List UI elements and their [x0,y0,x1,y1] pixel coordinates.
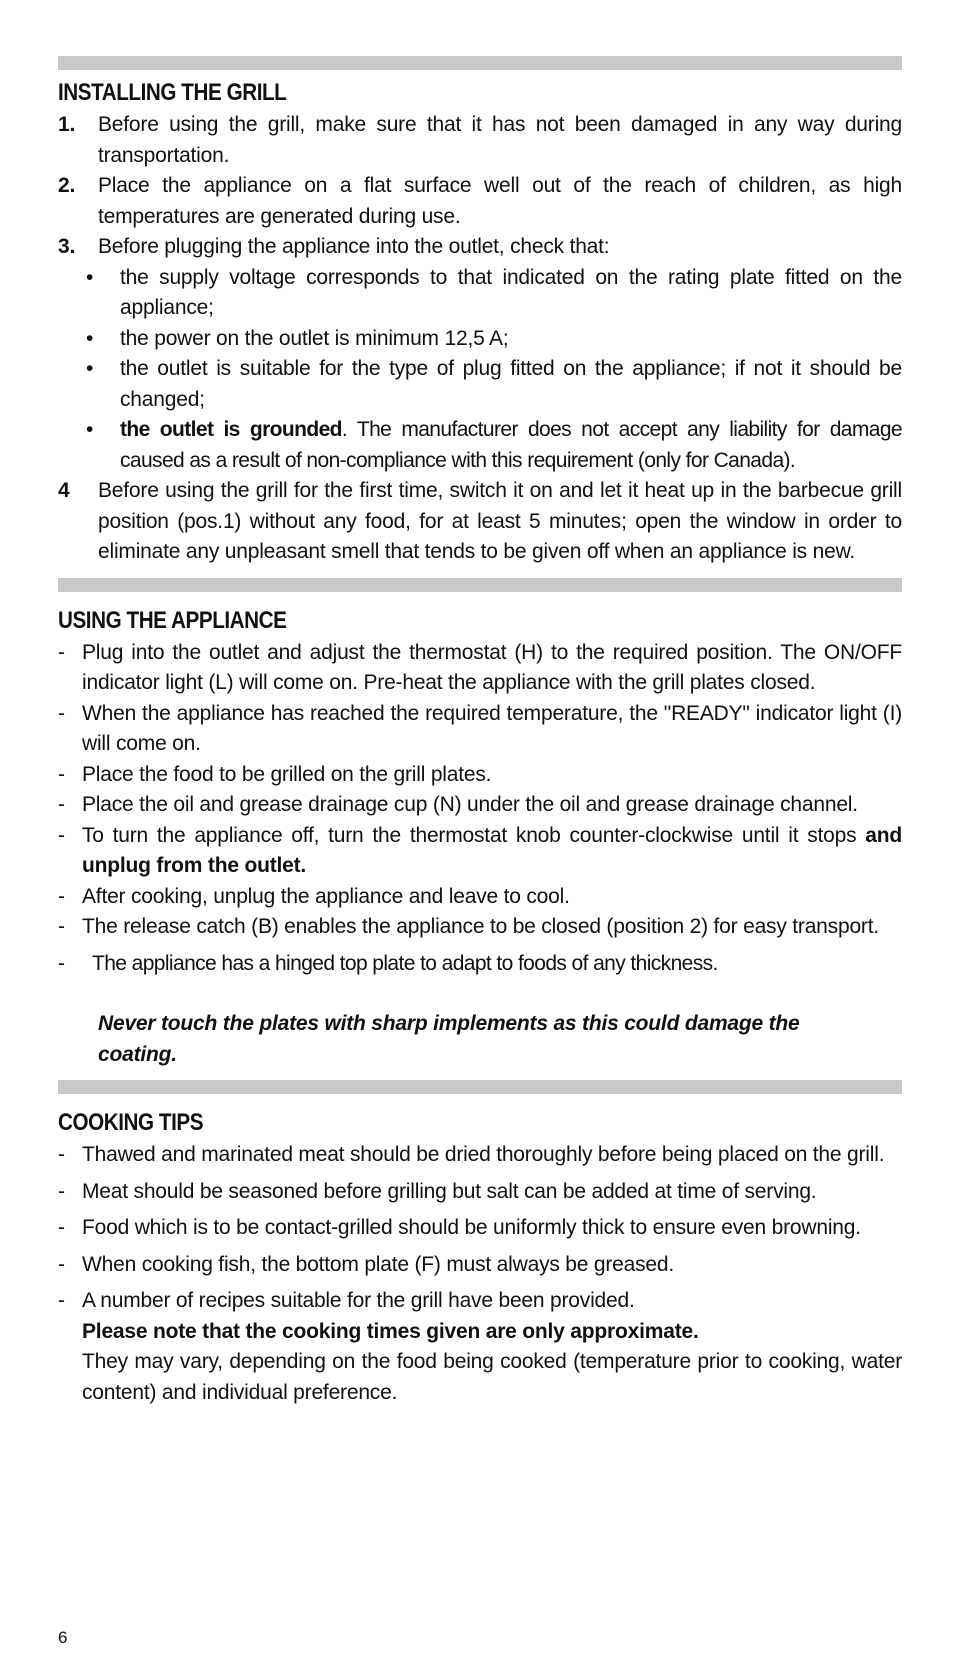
check-text: the outlet is suitable for the type of plug fitted on the appliance; if not it should be changed; [120,357,902,411]
tip-item [58,1213,902,1244]
using-item [58,638,902,699]
check-item [58,324,902,355]
turnoff-bold: and unplug from the outlet. [82,823,902,877]
check-text [110,415,902,476]
section-divider [58,578,902,592]
step-number: 4 [58,479,70,502]
page-number: 6 [58,1628,68,1647]
install-step [58,171,902,232]
tip-item-recipes [58,1286,902,1408]
recipes-bold: Please note that the cooking times given are only approximate. [82,1319,699,1343]
recipes-line: A number of recipes suitable for the grill have been provided. [82,1289,635,1312]
tip-text: When cooking fish, the bottom plate (F) must always be greased. [82,1252,675,1276]
step-text: Before using the grill, make sure that it has not been damaged in any way during transportation. [98,113,902,167]
dash: - [58,884,65,908]
item-text [82,821,902,882]
install-step [58,110,902,171]
check-text: the power on the outlet is minimum 12,5 A; [120,326,509,350]
section-divider [58,56,902,70]
using-item [58,699,902,760]
tip-text [82,1286,902,1408]
item-text: When the appliance has reached the required temperature, the "READY" indicator light (I) will come on. [82,701,902,755]
dash: - [58,1143,65,1166]
using-item-turnoff [58,821,902,882]
section-title-using: USING THE APPLIANCE [58,606,287,634]
tip-item [58,1250,902,1281]
step-text: Before plugging the appliance into the outlet, check that: [98,235,610,258]
dash: - [58,640,65,664]
tip-item [58,1140,902,1171]
section-title-tips: COOKING TIPS [58,1109,204,1136]
tip-text: Thawed and marinated meat should be dried thoroughly before being placed on the grill. [82,1143,885,1166]
dash: - [58,823,65,847]
using-item [58,882,902,913]
item-text: Place the oil and grease drainage cup (N) under the oil and grease drainage channel. [82,793,858,816]
using-item [58,912,902,943]
install-step [58,476,902,568]
install-step [58,232,902,263]
step-text: Before using the grill for the first time, switch it on and let it heat up in the barbecue grill position (pos.1) without any food, for at least 5 minutes; open the window in order to eliminate any unpleasant smell that tends to be given off when an appliance is new. [98,479,902,563]
bullet: • [86,326,94,350]
item-text: Place the food to be grilled on the grill plates. [82,762,492,786]
item-text: Plug into the outlet and adjust the thermostat (H) to the required position. The ON/OFF indicator light (L) will come on. Pre-heat the appliance with the grill plates closed. [82,640,902,694]
step-number: 2. [58,174,76,197]
using-item [58,760,902,791]
grounded-rest: . The manufacturer does not accept any liability for damage caused as a result of non-compliance with this requirement (only for Canada). [120,418,903,472]
warning-note: Never touch the plates with sharp implements as this could damage the coating. [98,1012,800,1066]
item-text: The release catch (B) enables the appliance to be closed (position 2) for easy transport. [82,915,879,938]
dash: - [58,701,65,725]
item-text: After cooking, unplug the appliance and leave to cool. [82,884,570,908]
item-text: The appliance has a hinged top plate to adapt to foods of any thickness. [92,951,718,975]
bullet: • [86,265,94,289]
dash: - [58,1289,65,1312]
dash: - [58,915,65,938]
tip-text: Meat should be seasoned before grilling but salt can be added at time of serving. [82,1179,817,1203]
step-text: Place the appliance on a flat surface well out of the reach of children, as high temperatures are generated during use. [98,174,902,228]
dash: - [58,762,65,786]
bullet: • [86,418,93,441]
section-divider [58,1080,902,1094]
dash: - [58,1216,65,1239]
tip-item [58,1177,902,1208]
dash: - [58,793,65,816]
manual-page [58,56,902,1408]
check-item [58,354,902,415]
check-text: the supply voltage corresponds to that indicated on the rating plate fitted on the appliance; [120,265,902,319]
check-item [58,263,902,324]
dash: - [58,1179,65,1203]
dash: - [58,1252,65,1276]
grounded-bold: the outlet is grounded [120,418,342,441]
recipes-rest: They may vary, depending on the food being cooked (temperature prior to cooking, water content) and individual preference. [82,1350,902,1404]
using-item-hinged [58,949,902,980]
turnoff-text: To turn the appliance off, turn the thermostat knob counter-clockwise until it stops [82,823,866,847]
tip-text: Food which is to be contact-grilled should be uniformly thick to ensure even browning. [82,1216,861,1239]
bullet: • [86,357,94,380]
dash: - [58,951,65,975]
step-number: 1. [58,113,76,136]
step-number: 3. [58,235,76,258]
check-item-grounded [58,415,902,476]
using-item [58,790,902,821]
section-title-installing: INSTALLING THE GRILL [58,79,287,106]
